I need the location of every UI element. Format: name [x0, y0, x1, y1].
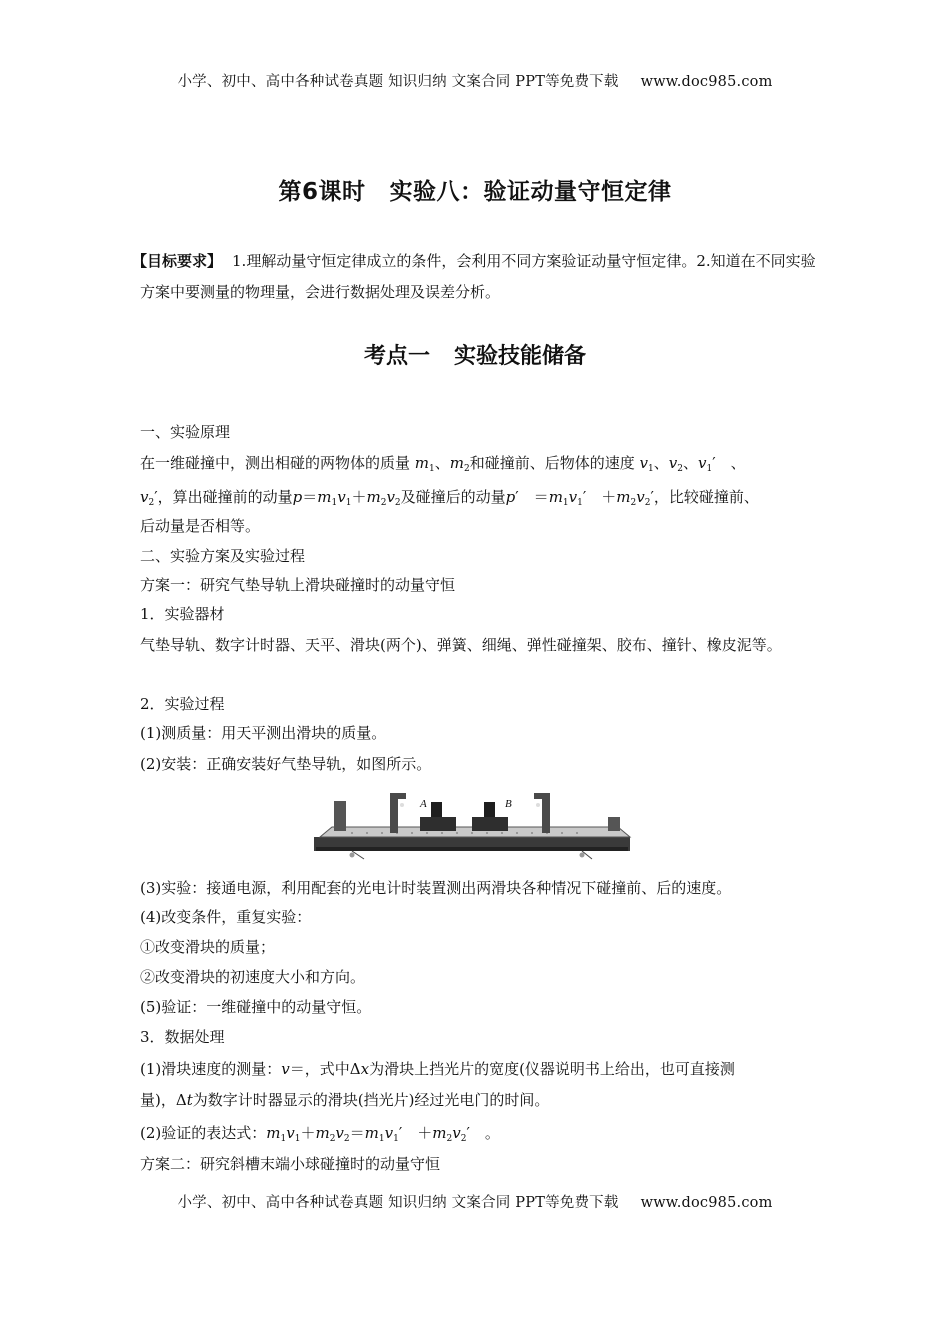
section-name: 实验技能储备	[454, 344, 587, 369]
process-4: (4)改变条件，重复实验：	[140, 908, 312, 926]
title-experiment: 实验八：验证动量守恒定律	[389, 179, 672, 205]
plan2-title: 方案二：研究斜槽末端小球碰撞时的动量守恒	[140, 1155, 441, 1173]
process-3: (3)实验：接通电源，利用配套的光电计时装置测出两滑块各种情况下碰撞前、后的速度。	[140, 879, 732, 897]
slider-b	[472, 817, 508, 831]
goal-text: 1.理解动量守恒定律成立的条件，会利用不同方案验证动量守恒定律。2.知道在不同实验方案中要测量的物理量，会进行数据处理及误差分析。	[140, 252, 816, 301]
left-foot	[350, 853, 355, 858]
condition-2: ②改变滑块的初速度大小和方向。	[140, 968, 366, 986]
data-2: (2)验证的表达式：$m_1v_1+m_2v_2=m_1v_1'$ $+m_2v_2'$ 。	[140, 1124, 500, 1144]
page-title	[0, 173, 950, 206]
right-foot	[580, 853, 585, 858]
heading-principle: 一、实验原理	[140, 423, 231, 441]
footer-site[interactable]: www.doc985.com	[640, 1195, 773, 1211]
goal-tag: 【目标要求】	[132, 252, 223, 270]
right-bracket	[608, 817, 620, 831]
label-b: B	[505, 798, 512, 810]
page-footer	[0, 1191, 950, 1212]
plan1-title: 方案一：研究气垫导轨上滑块碰撞时的动量守恒	[140, 576, 456, 594]
principle-line-3: 后动量是否相等。	[140, 517, 261, 535]
left-bracket	[334, 801, 346, 831]
footer-text: 小学、初中、高中各种试卷真题 知识归纳 文案合同 PPT等免费下载	[177, 1195, 619, 1211]
data-1-line-1: (1)滑块速度的测量：v＝，式中Δx为滑块上挡光片的宽度(仪器说明书上给出，也可直接测	[140, 1060, 735, 1078]
process-1: (1)测质量：用天平测出滑块的质量。	[140, 724, 387, 742]
slider-a	[420, 817, 456, 831]
label-a: A	[420, 798, 427, 810]
process-5: (5)验证：一维碰撞中的动量守恒。	[140, 998, 372, 1016]
step-data: 3．数据处理	[140, 1028, 225, 1046]
title-lesson: 第6课时	[278, 179, 366, 205]
section-title	[0, 339, 950, 370]
principle-line-2: $v_2'$，算出碰撞前的动量$p=m_1v_1+m_2v_2$及碰撞后的动量p′ $=m_1v_1'$ $+m_2v_2'$，比较碰撞前、	[140, 488, 759, 508]
step-process: 2．实验过程	[140, 695, 225, 713]
header-text: 小学、初中、高中各种试卷真题 知识归纳 文案合同 PPT等免费下载	[177, 74, 619, 90]
equipment-text: 气垫导轨、数字计时器、天平、滑块(两个)、弹簧、细绳、弹性碰撞架、胶布、撞针、橡皮泥等。	[140, 636, 782, 654]
data-1-line-2: 量)，Δt为数字计时器显示的滑块(挡光片)经过光电门的时间。	[140, 1091, 550, 1109]
condition-1: ①改变滑块的质量；	[140, 938, 276, 956]
page-header	[0, 70, 950, 91]
header-site[interactable]: www.doc985.com	[640, 74, 773, 90]
goal-paragraph	[132, 246, 820, 308]
section-number: 考点一	[363, 344, 430, 369]
process-2: (2)安装：正确安装好气垫导轨，如图所示。	[140, 755, 432, 773]
step-equipment: 1．实验器材	[140, 605, 225, 623]
air-track-figure	[312, 787, 638, 863]
principle-line-1: 在一维碰撞中，测出相碰的两物体的质量 $m_1$、$m_2$和碰撞前、后物体的速度 $v_1$、$v_2$、$v_1'$ 、	[140, 454, 746, 474]
heading-plan: 二、实验方案及实验过程	[140, 547, 306, 565]
